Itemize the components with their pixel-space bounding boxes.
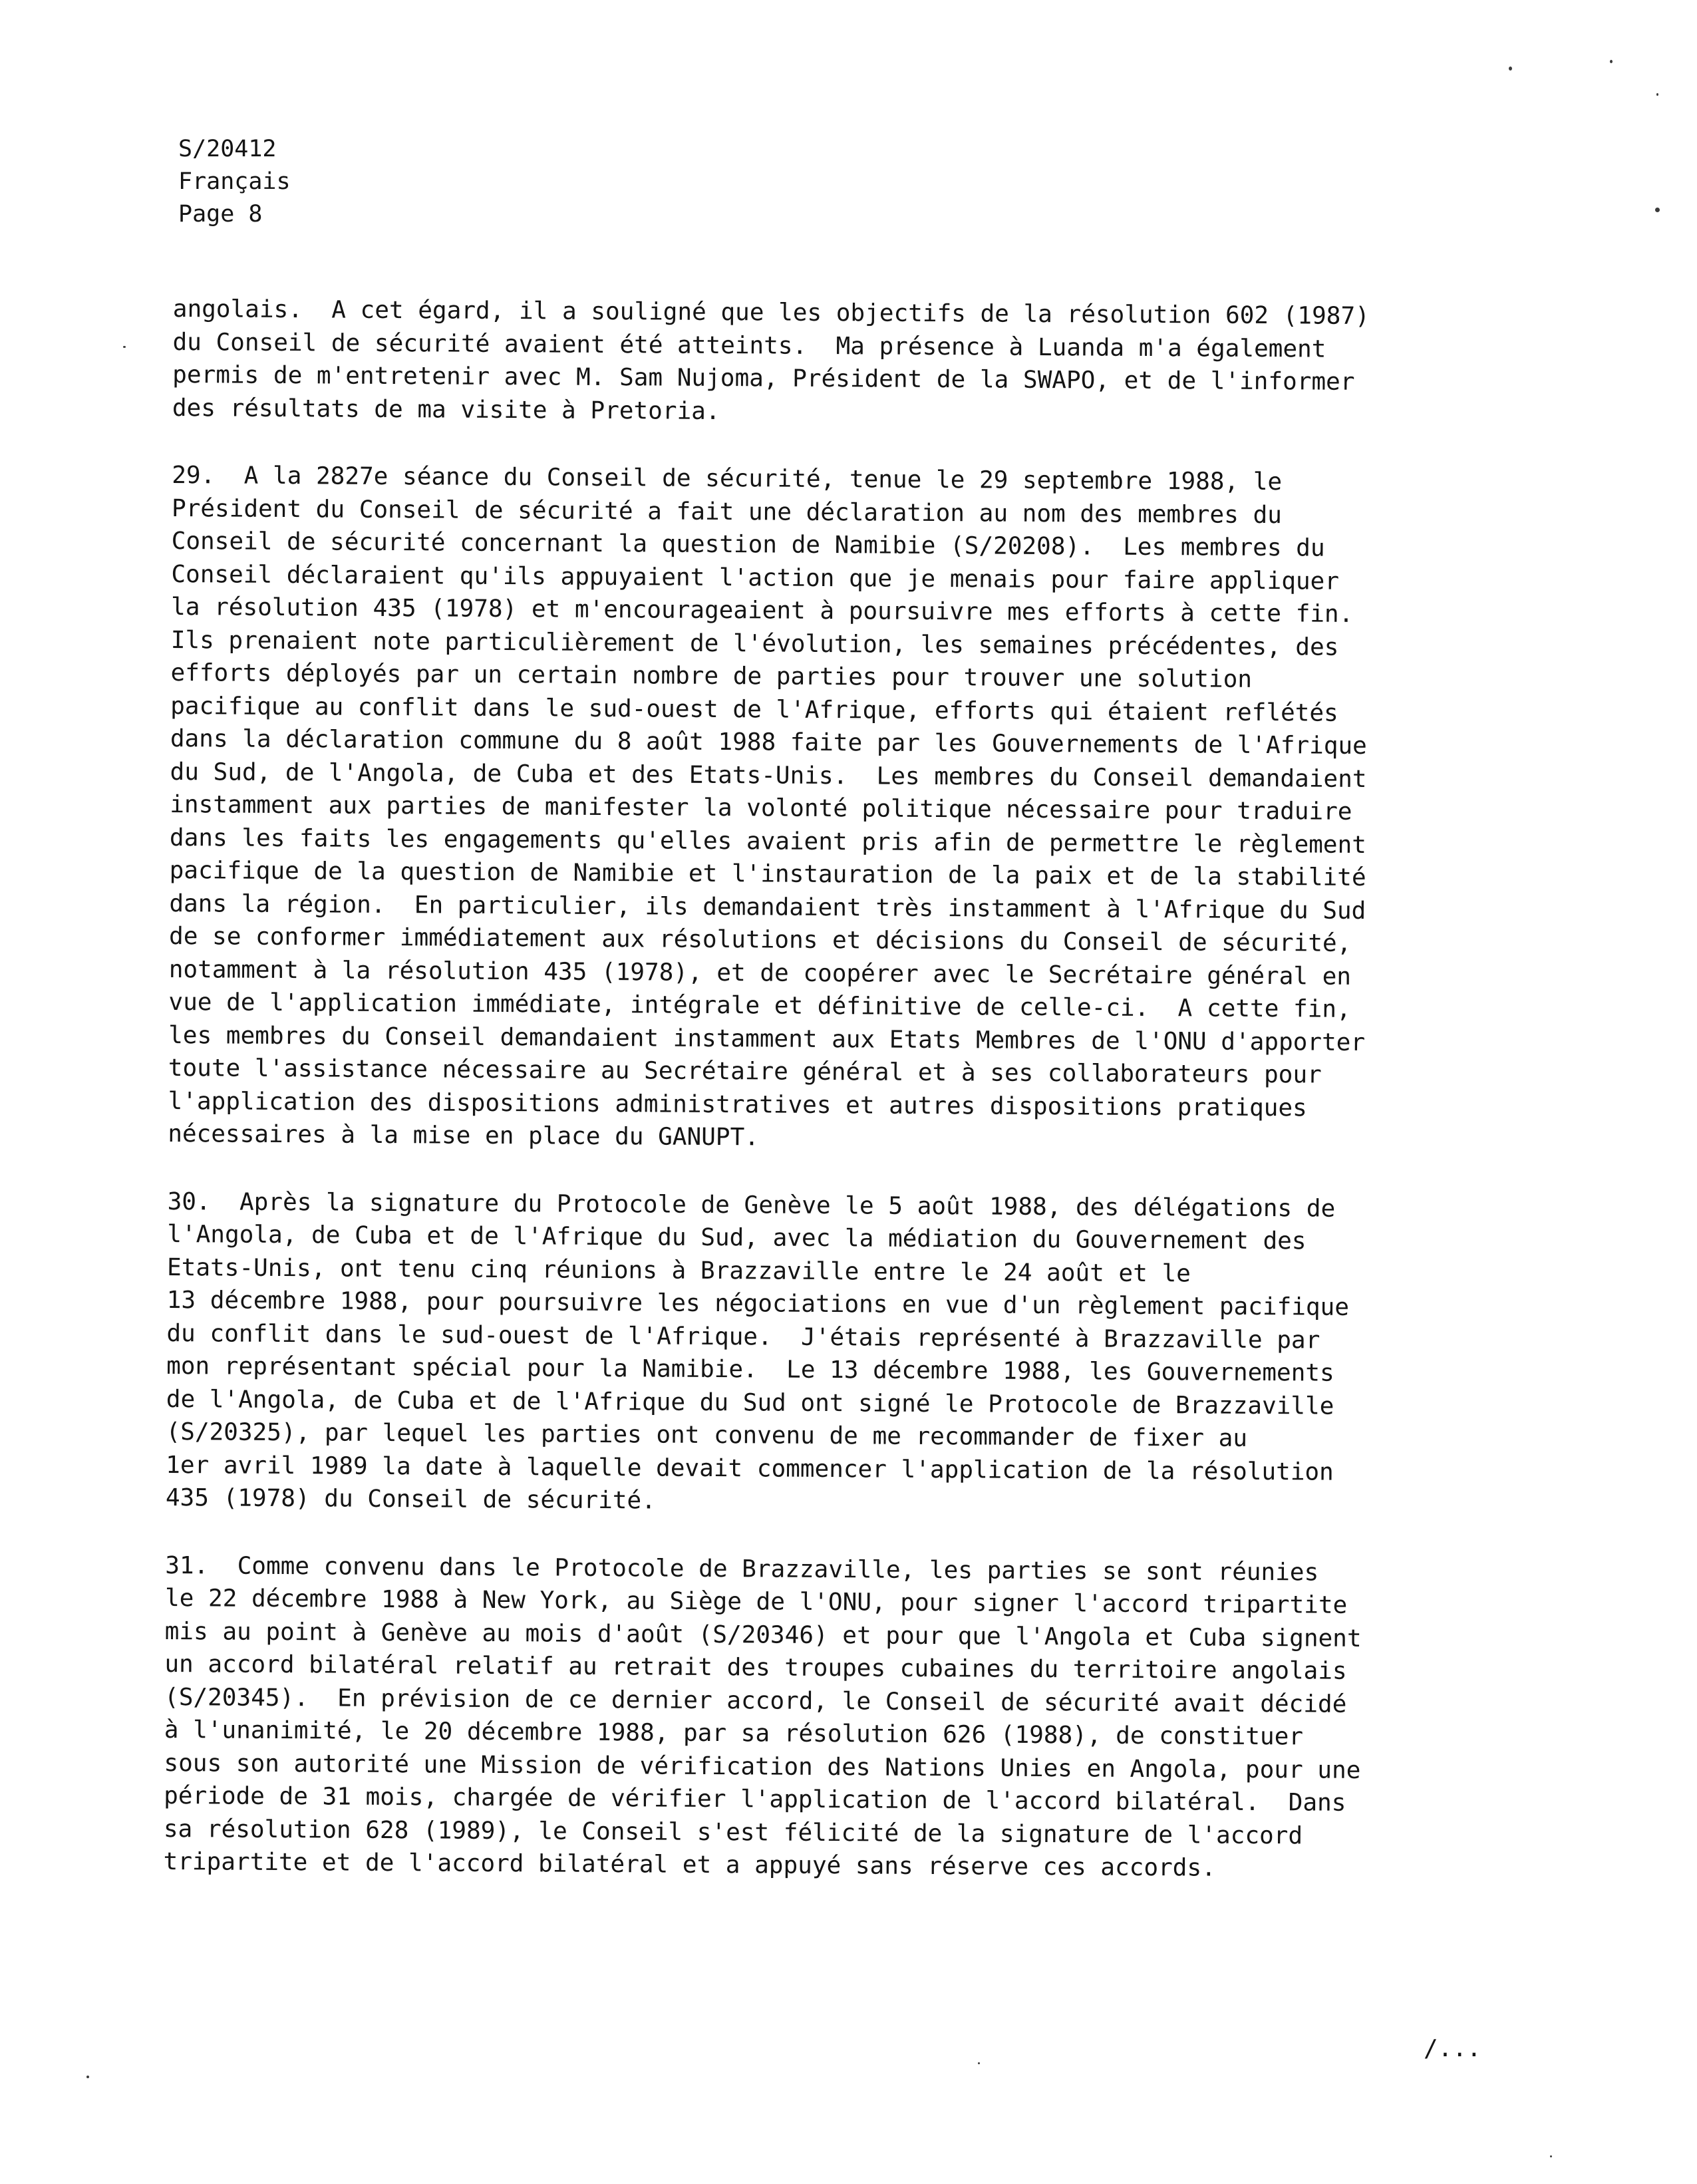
scan-speck [86,2076,89,2078]
text-line: mis au point à Genève au mois d'août (S/20346) et pour que l'Angola et Cuba signent [164,1617,1362,1652]
text-line: 1er avril 1989 la date à laquelle devait commencer l'application de la résolution [166,1451,1334,1486]
text-line: du Conseil de sécurité avaient été atteints. Ma présence à Luanda m'a également [172,328,1326,363]
scan-speck [978,2062,980,2064]
text-line: période de 31 mois, chargée de vérifier l'application de l'accord bilatéral. Dans [164,1782,1346,1817]
scan-speck [1610,60,1613,63]
text-line: du Sud, de l'Angola, de Cuba et des Etats-Unis. Les membres du Conseil demandaient [170,758,1367,793]
text-line: pacifique au conflit dans le sud-ouest de l'Afrique, efforts qui étaient reflétés [170,692,1338,727]
text-line: Etats-Unis, ont tenu cinq réunions à Brazzaville entre le 24 août et le [166,1253,1191,1287]
text-line: 13 décembre 1988, pour poursuivre les négociations en vue d'un règlement pacifique [166,1286,1350,1321]
text-line: la résolution 435 (1978) et m'encourageaient à poursuivre mes efforts à cette fin. [170,593,1354,628]
text-line: de l'Angola, de Cuba et de l'Afrique du Sud ont signé le Protocole de Brazzaville [166,1385,1334,1420]
paragraph [163,1549,1522,1886]
text-line: toute l'assistance nécessaire au Secrétaire général et à ses collaborateurs pour [168,1054,1322,1089]
text-line: à l'unanimité, le 20 décembre 1988, par sa résolution 626 (1988), de constituer [164,1716,1304,1751]
document-header [178,133,291,231]
document-symbol: S/20412 [178,136,277,162]
scan-speck [123,346,126,348]
text-line: 435 (1978) du Conseil de sécurité. [165,1483,656,1515]
text-line: 29. A la 2827e séance du Conseil de sécurité, tenue le 29 septembre 1988, le [172,461,1283,496]
text-line: angolais. A cet égard, il a souligné que les objectifs de la résolution 602 (1987) [172,295,1370,330]
scan-speck [1656,93,1658,96]
text-line: vue de l'application immédiate, intégrale et définitive de celle-ci. A cette fin, [168,988,1351,1023]
page-number: Page 8 [178,201,263,228]
paragraph [166,1185,1525,1522]
text-line: dans la déclaration commune du 8 août 1988 faite par les Gouvernements de l'Afrique [170,724,1367,760]
text-line: mon représentant spécial pour la Namibie. Le 13 décembre 1988, les Gouvernements [166,1352,1334,1387]
text-line: (S/20345). En prévision de ce dernier accord, le Conseil de sécurité avait décidé [164,1683,1347,1718]
paragraph [168,459,1529,1159]
text-line: du conflit dans le sud-ouest de l'Afrique. J'étais représenté à Brazzaville par [166,1319,1320,1354]
text-line: un accord bilatéral relatif au retrait des troupes cubaines du territoire angolais [164,1650,1347,1685]
text-line: dans les faits les engagements qu'elles avaient pris afin de permettre le règlement [169,824,1367,859]
document-body [163,293,1530,1921]
text-line: Conseil de sécurité concernant la question de Namibie (S/20208). Les membres du [171,527,1325,562]
scan-speck [1655,208,1660,212]
text-line: des résultats de ma visite à Pretoria. [172,394,720,425]
text-line: (S/20325), par lequel les parties ont convenu de me recommander de fixer au [166,1418,1248,1452]
text-line: tripartite et de l'accord bilatéral et a appuyé sans réserve ces accords. [163,1847,1216,1882]
paragraph [172,293,1530,432]
text-line: 30. Après la signature du Protocole de Genève le 5 août 1988, des délégations de [167,1187,1336,1223]
text-line: sous son autorité une Mission de vérification des Nations Unies en Angola, pour une [164,1749,1361,1784]
scan-speck [1550,2155,1552,2157]
text-line: instamment aux parties de manifester la volonté politique nécessaire pour traduire [170,790,1352,826]
continuation-mark: /... [1424,2035,1481,2062]
text-line: Président du Conseil de sécurité a fait une déclaration au nom des membres du [171,494,1283,529]
text-line: les membres du Conseil demandaient instamment aux Etats Membres de l'ONU d'apporter [168,1021,1366,1056]
text-line: l'Angola, de Cuba et de l'Afrique du Sud, avec la médiation du Gouvernement des [167,1220,1307,1255]
document-language: Français [178,168,291,195]
text-line: efforts déployés par un certain nombre de parties pour trouver une solution [170,659,1253,693]
scan-speck [1509,67,1512,71]
text-line: dans la région. En particulier, ils demandaient très instamment à l'Afrique du Sud [169,889,1366,925]
text-line: le 22 décembre 1988 à New York, au Siège de l'ONU, pour signer l'accord tripartite [164,1584,1348,1619]
text-line: nécessaires à la mise en place du GANUPT. [168,1120,760,1152]
text-line: de se conformer immédiatement aux résolutions et décisions du Conseil de sécurité, [168,922,1352,957]
text-line: Ils prenaient note particulièrement de l'évolution, les semaines précédentes, des [170,626,1339,661]
text-line: 31. Comme convenu dans le Protocole de Brazzaville, les parties se sont réunies [165,1551,1319,1587]
text-line: Conseil déclaraient qu'ils appuyaient l'action que je menais pour faire appliquer [171,560,1340,595]
text-line: permis de m'entretenir avec M. Sam Nujoma, Président de la SWAPO, et de l'informer [172,361,1355,396]
text-line: pacifique de la question de Namibie et l'instauration de la paix et de la stabilité [169,856,1366,891]
text-line: sa résolution 628 (1989), le Conseil s'est félicité de la signature de l'accord [163,1815,1303,1849]
text-line: l'application des dispositions administratives et autres dispositions pratiques [168,1087,1307,1122]
text-line: notamment à la résolution 435 (1978), et de coopérer avec le Secrétaire général en [168,955,1352,991]
